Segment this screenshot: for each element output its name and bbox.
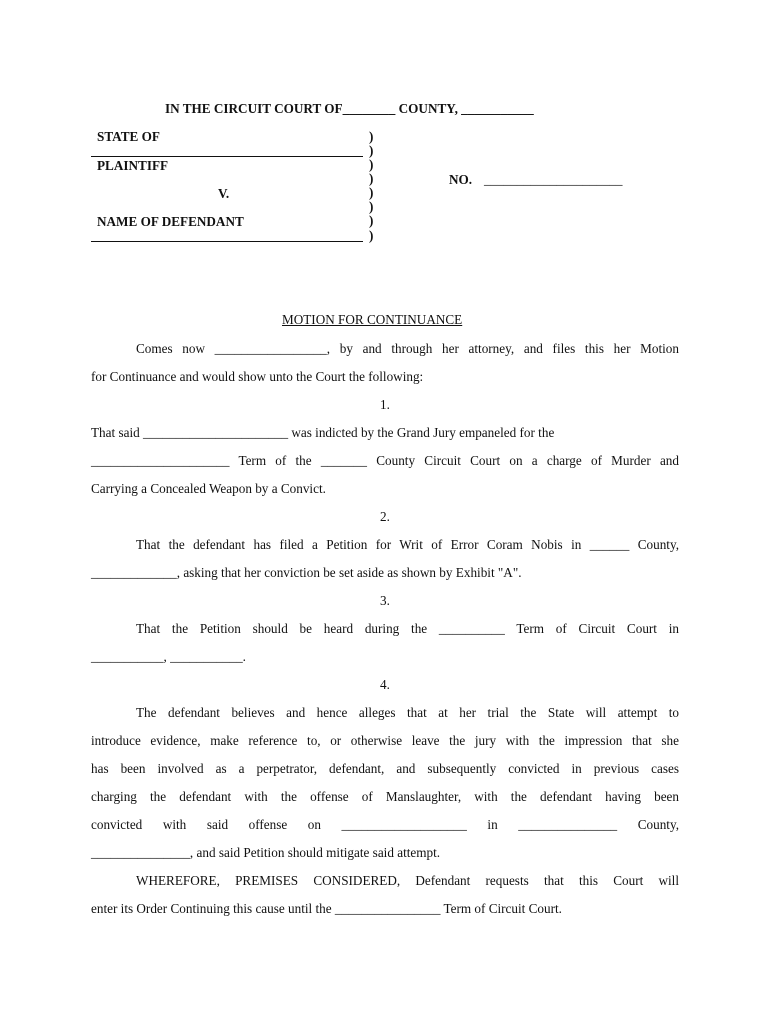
paragraph-number-4: 4. bbox=[380, 677, 390, 692]
caption-defendant-line bbox=[91, 241, 363, 242]
p4-line-1: The defendant believes and hence alleges that at her trial the State will attempt to bbox=[136, 705, 679, 720]
p3-line-2: ___________, ___________. bbox=[91, 649, 246, 664]
caption-state-of: STATE OF bbox=[97, 129, 160, 144]
p3-line-1: That the Petition should be heard during the __________ Term of Circuit Court in bbox=[136, 621, 679, 636]
caption-paren: ) bbox=[369, 185, 374, 200]
caption-versus: V. bbox=[218, 186, 230, 201]
p4-line-3: has been involved as a perpetrator, defendant, and subsequently convicted in previous cases bbox=[91, 761, 679, 776]
p4-line-2: introduce evidence, make reference to, or otherwise leave the jury with the impression that she bbox=[91, 733, 679, 748]
paragraph-number-1: 1. bbox=[380, 397, 390, 412]
p1-line-2: _____________________ Term of the _______ County Circuit Court on a charge of Murder and bbox=[91, 453, 679, 468]
case-number-blank: _____________________ bbox=[484, 172, 623, 187]
caption-plaintiff: PLAINTIFF bbox=[97, 158, 169, 173]
caption-paren: ) bbox=[369, 157, 374, 172]
p4-line-4: charging the defendant with the offense of Manslaughter, with the defendant having been bbox=[91, 789, 679, 804]
paragraph-number-2: 2. bbox=[380, 509, 390, 524]
intro-line-2: for Continuance and would show unto the Court the following: bbox=[91, 369, 424, 384]
paragraph-number-3: 3. bbox=[380, 593, 390, 608]
caption-paren: ) bbox=[369, 143, 374, 158]
caption-paren: ) bbox=[369, 228, 374, 243]
caption-defendant: NAME OF DEFENDANT bbox=[97, 214, 244, 229]
wherefore-line-1: WHEREFORE, PREMISES CONSIDERED, Defendant requests that this Court will bbox=[136, 873, 679, 888]
p2-line-1: That the defendant has filed a Petition for Writ of Error Coram Nobis in ______ County, bbox=[136, 537, 679, 552]
p4-line-6: _______________, and said Petition should mitigate said attempt. bbox=[91, 845, 441, 860]
motion-title: MOTION FOR CONTINUANCE bbox=[282, 312, 463, 327]
case-number-label: NO. bbox=[449, 172, 473, 187]
p2-line-2: _____________, asking that her conviction be set aside as shown by Exhibit "A". bbox=[91, 565, 522, 580]
caption-paren: ) bbox=[369, 199, 374, 214]
caption-paren: ) bbox=[369, 171, 374, 186]
caption-paren: ) bbox=[369, 213, 374, 228]
p4-line-5: convicted with said offense on ___________________ in _______________ County, bbox=[91, 817, 679, 832]
p1-line-3: Carrying a Concealed Weapon by a Convict. bbox=[91, 481, 326, 496]
p1-line-1: That said ______________________ was indicted by the Grand Jury empaneled for the bbox=[91, 425, 555, 440]
wherefore-line-2: enter its Order Continuing this cause until the ________________ Term of Circuit Court. bbox=[91, 901, 562, 916]
court-header: IN THE CIRCUIT COURT OF________ COUNTY, ___________ bbox=[165, 101, 534, 116]
caption-plaintiff-line bbox=[91, 156, 363, 157]
intro-line-1: Comes now _________________, by and through her attorney, and files this her Motion bbox=[136, 341, 679, 356]
caption-paren: ) bbox=[369, 129, 374, 144]
